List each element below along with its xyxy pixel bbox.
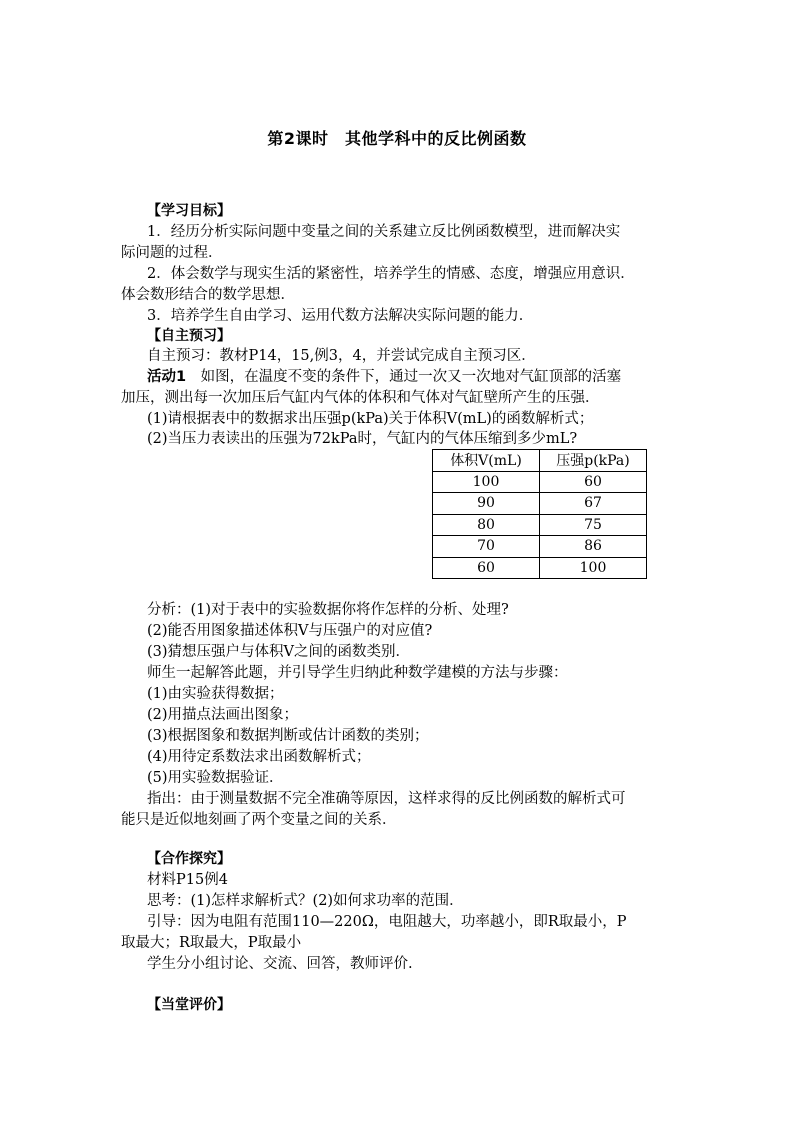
preview-heading: 【自主预习】	[147, 328, 231, 344]
table-cell-pressure: 67	[540, 493, 647, 515]
analysis-4: 师生一起解答此题，并引导学生归纳此种数学建模的方法与步骤：	[147, 665, 568, 681]
note-line-b: 能只是近似地刻画了两个变量之间的关系．	[121, 812, 397, 828]
table-row	[433, 493, 647, 515]
evaluation-heading: 【当堂评价】	[147, 997, 231, 1013]
step-1: (1)由实验获得数据；	[147, 686, 284, 702]
table-cell-pressure: 86	[540, 536, 647, 558]
activity-text-a: 如图，在温度不变的条件下，通过一次又一次地对气缸顶部的活塞	[186, 369, 622, 385]
objectives-heading: 【学习目标】	[147, 203, 231, 219]
step-4: (4)用待定系数法求出函数解析式；	[147, 749, 371, 765]
table-header-row	[433, 450, 647, 472]
step-5: (5)用实验数据验证．	[147, 770, 284, 786]
explore-think: 思考：(1)怎样求解析式？(2)如何求功率的范围．	[147, 893, 464, 909]
analysis-3: (3)猜想压强户与体积V之间的函数类别．	[147, 644, 411, 660]
objective-3: 3．培养学生自由学习、运用代数方法解决实际问题的能力．	[147, 308, 534, 324]
table-cell-pressure: 75	[540, 514, 647, 536]
table-cell-volume: 90	[433, 493, 540, 515]
question-2: (2)当压力表读出的压强为72kPa时，气缸内的气体压缩到多少mL?	[147, 431, 578, 447]
step-2: (2)用描点法画出图象；	[147, 707, 299, 723]
activity-line-a	[147, 367, 621, 388]
table-cell-volume: 100	[433, 471, 540, 493]
activity-label: 活动1	[147, 369, 187, 385]
table-cell-pressure: 60	[540, 471, 647, 493]
objective-1-line-b: 际问题的过程．	[121, 245, 223, 261]
column-header-pressure: 压强p(kPa)	[540, 450, 647, 472]
preview-intro: 自主预习：教材P14，15,例3，4，并尝试完成自主预习区．	[147, 348, 536, 364]
activity-line-b: 加压，测出每一次加压后气缸内气体的体积和气体对气缸壁所产生的压强．	[121, 390, 600, 406]
explore-heading: 【合作探究】	[147, 851, 231, 867]
analysis-1: 分析：(1)对于表中的实验数据你将作怎样的分析、处理?	[147, 602, 509, 618]
volume-pressure-table	[432, 449, 647, 579]
note-line-a: 指出：由于测量数据不完全准确等原因，这样求得的反比例函数的解析式可	[147, 791, 626, 807]
table-cell-volume: 70	[433, 536, 540, 558]
column-header-volume: 体积V(mL)	[433, 450, 540, 472]
explore-material: 材料P15例4	[147, 872, 228, 888]
page-title: 第2课时 其他学科中的反比例函数	[267, 129, 527, 148]
table-row	[433, 557, 647, 579]
explore-guide-line-b: 取最大；R取最大，P取最小	[121, 935, 302, 951]
table-row	[433, 471, 647, 493]
analysis-2: (2)能否用图象描述体积V与压强户的对应值?	[147, 623, 433, 639]
objective-2-line-b: 体会数形结合的数学思想．	[121, 287, 295, 303]
objective-1-line-a: 1．经历分析实际问题中变量之间的关系建立反比例函数模型，进而解决实	[147, 224, 621, 240]
explore-guide-line-a: 引导：因为电阻有范围110—220Ω，电阻越大，功率越小，即R取最小，P	[147, 914, 627, 930]
explore-discuss: 学生分小组讨论、交流、回答，教师评价.	[147, 956, 413, 972]
table-cell-volume: 60	[433, 557, 540, 579]
step-3: (3)根据图象和数据判断或估计函数的类别；	[147, 728, 429, 744]
table-cell-pressure: 100	[540, 557, 647, 579]
table-row	[433, 514, 647, 536]
table-row	[433, 536, 647, 558]
question-1: (1)请根据表中的数据求出压强p(kPa)关于体积V(mL)的函数解析式；	[147, 411, 594, 427]
objective-2-line-a: 2．体会数学与现实生活的紧密性，培养学生的情感、态度，增强应用意识．	[147, 266, 635, 282]
table-cell-volume: 80	[433, 514, 540, 536]
